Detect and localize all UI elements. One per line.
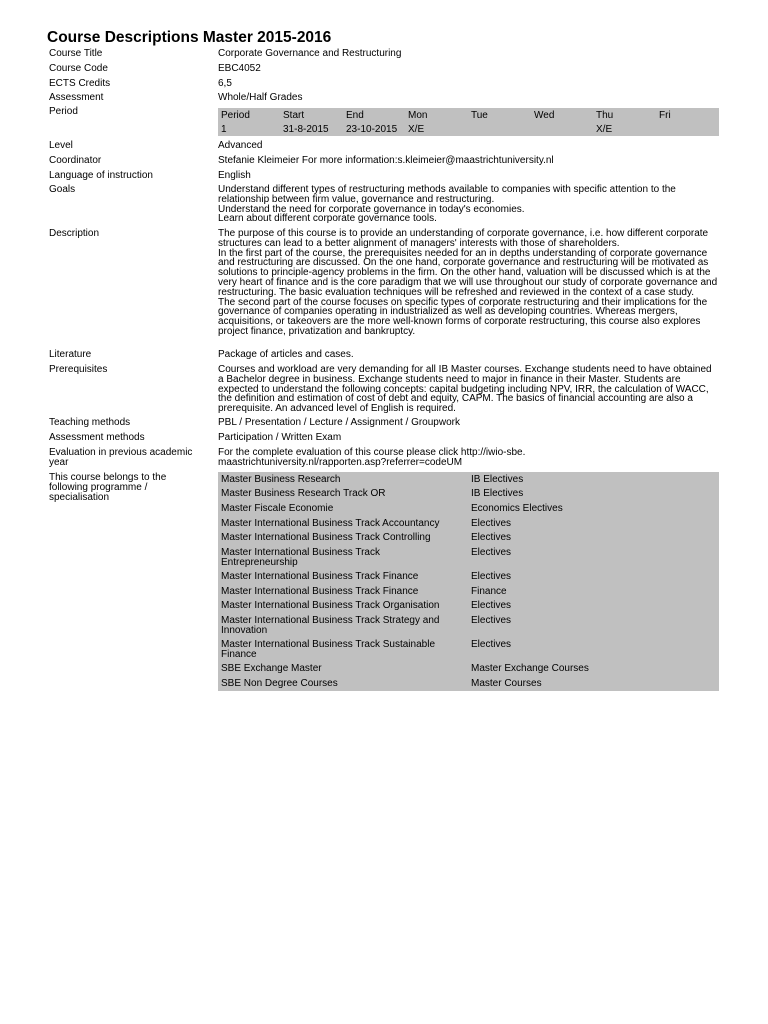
literature-value: Package of articles and cases. xyxy=(218,349,354,360)
period-header: Thu xyxy=(596,110,614,121)
assessment-value: Whole/Half Grades xyxy=(218,92,303,103)
goals-value xyxy=(218,185,718,224)
level-label: Level xyxy=(49,140,73,151)
period-cell: 23-10-2015 xyxy=(346,124,398,135)
description-label: Description xyxy=(49,228,100,239)
programme-name: Master International Business Track Organisation xyxy=(221,600,440,611)
period-header: Period xyxy=(221,110,250,121)
goals-line: Understand different types of restructuring methods available to companies with specific attention to the relationship between firm value, governance and restructuring. xyxy=(218,184,676,205)
programme-name: Master International Business Track Finance xyxy=(221,571,419,582)
description-paragraph: The second part of the course focuses on specific types of corporate restructuring and their implications for the governance of companies operating in industrialized as well as developing countries. Whereas mergers, acquisitions, or takeovers are the more well-known forms of corporate restructuring, this course also explores project finance, privatization and bankruptcy. xyxy=(218,296,708,337)
teaching-methods-label: Teaching methods xyxy=(49,417,131,428)
programme-specialisation: Master Courses xyxy=(471,678,542,689)
programme-specialisation: Master Exchange Courses xyxy=(471,663,589,674)
programme-name: Master International Business Track Strategy and Innovation xyxy=(221,615,440,636)
period-cell: X/E xyxy=(408,124,425,135)
period-cell: 31-8-2015 xyxy=(283,124,329,135)
course-code-label: Course Code xyxy=(49,63,108,74)
assessment-methods-value: Participation / Written Exam xyxy=(218,432,342,443)
programme-name: Master Business Research Track OR xyxy=(221,488,386,499)
programme-label: This course belongs to the following programme / specialisation xyxy=(49,472,167,503)
period-header: End xyxy=(346,110,364,121)
coordinator-label: Coordinator xyxy=(49,155,102,166)
goals-line: Understand the need for corporate governance in today's economies. xyxy=(218,203,525,215)
prerequisites-label: Prerequisites xyxy=(49,364,108,375)
teaching-methods-value: PBL / Presentation / Lecture / Assignment / Groupwork xyxy=(218,417,460,428)
programme-name: Master International Business Track Sustainable Finance xyxy=(221,639,435,660)
goals-line: Learn about different corporate governance tools. xyxy=(218,213,437,225)
programme-name: Master Fiscale Economie xyxy=(221,503,334,514)
ects-label: ECTS Credits xyxy=(49,78,111,89)
period-cell: X/E xyxy=(596,124,613,135)
evaluation-label: Evaluation in previous academic year xyxy=(49,447,193,468)
evaluation-value[interactable]: For the complete evaluation of this course please click http://iwio-sbe.maastrichtuniversity.nl/rapporten.asp?referrer=codeUM xyxy=(218,447,526,468)
language-value: English xyxy=(218,170,251,181)
programme-specialisation: Economics Electives xyxy=(471,503,563,514)
description-value xyxy=(218,229,718,337)
programme-specialisation: Electives xyxy=(471,615,512,626)
period-header: Mon xyxy=(408,110,428,121)
programme-name: SBE Non Degree Courses xyxy=(221,678,338,689)
literature-label: Literature xyxy=(49,349,92,360)
page-title: Course Descriptions Master 2015-2016 xyxy=(47,29,332,46)
goals-label: Goals xyxy=(49,184,76,195)
programme-name: SBE Exchange Master xyxy=(221,663,322,674)
programme-table xyxy=(218,472,719,691)
programme-specialisation: Finance xyxy=(471,586,507,597)
programme-specialisation: Electives xyxy=(471,639,512,650)
course-title-value: Corporate Governance and Restructuring xyxy=(218,48,402,59)
period-header: Wed xyxy=(534,110,555,121)
period-cell: 1 xyxy=(221,124,227,135)
period-table xyxy=(218,108,719,136)
assessment-label: Assessment xyxy=(49,92,104,103)
programme-specialisation: Electives xyxy=(471,518,512,529)
prerequisites-value: Courses and workload are very demanding for all IB Master courses. Exchange students need to have obtained a Bachelor degree in business. Exchange students need to major in finance in their Master. Students are expected to understand the following concepts: capital budgeting including NPV, IRR, the calculation of WACC, the definition and estimation of cost of debt and equity, CAPM. The basics of financial accounting are also a prerequisite. An advanced level of English is required. xyxy=(218,364,712,415)
programme-name: Master International Business Track Entrepreneurship xyxy=(221,547,380,568)
programme-specialisation: Electives xyxy=(471,532,512,543)
programme-specialisation: IB Electives xyxy=(471,488,524,499)
programme-specialisation: Electives xyxy=(471,547,512,558)
ects-value: 6,5 xyxy=(218,78,232,89)
period-header: Tue xyxy=(471,110,488,121)
programme-name: Master International Business Track Controlling xyxy=(221,532,431,543)
course-code-value: EBC4052 xyxy=(218,63,261,74)
programme-specialisation: Electives xyxy=(471,571,512,582)
level-value: Advanced xyxy=(218,140,263,151)
programme-specialisation: IB Electives xyxy=(471,474,524,485)
programme-name: Master Business Research xyxy=(221,474,341,485)
assessment-methods-label: Assessment methods xyxy=(49,432,145,443)
programme-specialisation: Electives xyxy=(471,600,512,611)
programme-name: Master International Business Track Accountancy xyxy=(221,518,440,529)
language-label: Language of instruction xyxy=(49,170,153,181)
period-label: Period xyxy=(49,106,78,117)
period-header: Fri xyxy=(659,110,671,121)
description-paragraph: The purpose of this course is to provide an understanding of corporate governance, i.e. how different corporate structures can lead to a better alignment of managers' interests with those of shareholders. xyxy=(218,228,709,249)
description-paragraph: In the first part of the course, the prerequisites needed for an in depths understanding of corporate governance and restructuring are discussed. On the one hand, corporate governance and restructuring will be motivated as solutions to principle-agency problems in the firm. On the other hand, valuation will be discussed which is at the very heart of finance and is the core paradigm that we will use throughout our study of corporate governance and restructuring. The basic evaluation techniques will be refreshed and reviewed in the context of a case study. xyxy=(218,247,718,298)
coordinator-value[interactable]: Stefanie Kleimeier For more information:s.kleimeier@maastrichtuniversity.nl xyxy=(218,155,554,166)
programme-name: Master International Business Track Finance xyxy=(221,586,419,597)
course-title-label: Course Title xyxy=(49,48,103,59)
period-header: Start xyxy=(283,110,305,121)
